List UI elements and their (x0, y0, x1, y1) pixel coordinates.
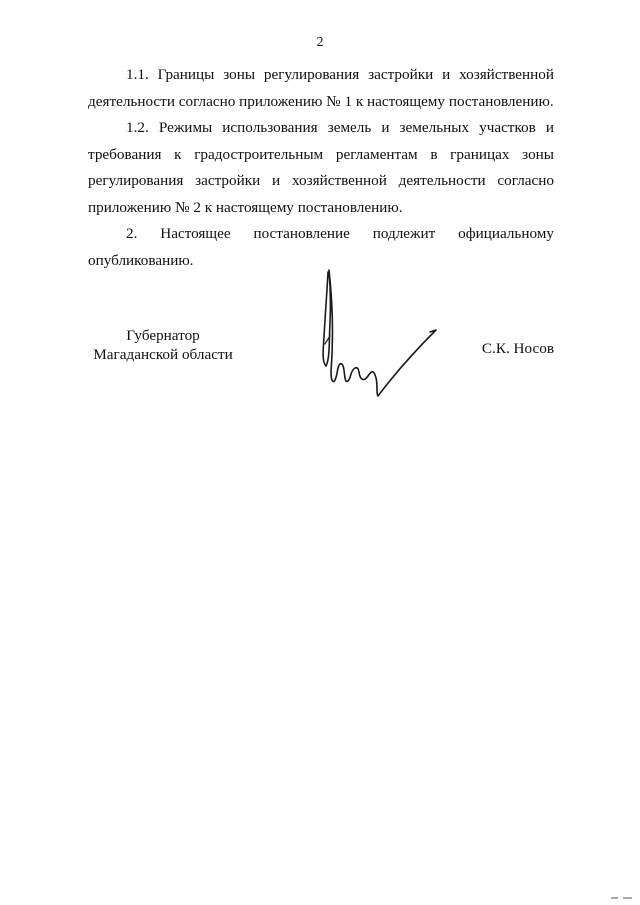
signatory-title-line2: Магаданской области (93, 346, 233, 363)
signatory-title-line1: Губернатор (126, 327, 200, 344)
page-number: 2 (316, 35, 324, 50)
document-body (88, 62, 554, 274)
paragraph-2: 2. Настоящее постановление подлежит официальному опубликованию. (88, 225, 554, 269)
paragraph-1-2: 1.2. Режимы использования земель и земельных участков и требования к градостроительным регламентам в границах зоны регулирования застройки и хозяйственной деятельности согласно приложению № 2 к настоящему постановлению. (88, 119, 554, 216)
scan-artifact-mark (610, 895, 634, 901)
signatory-title (88, 326, 238, 364)
signatory-name: С.К. Носов (481, 340, 554, 357)
handwritten-signature (318, 262, 443, 400)
paragraph-1-1: 1.1. Границы зоны регулирования застройки и хозяйственной деятельности согласно приложению № 1 к настоящему постановлению. (88, 66, 554, 110)
